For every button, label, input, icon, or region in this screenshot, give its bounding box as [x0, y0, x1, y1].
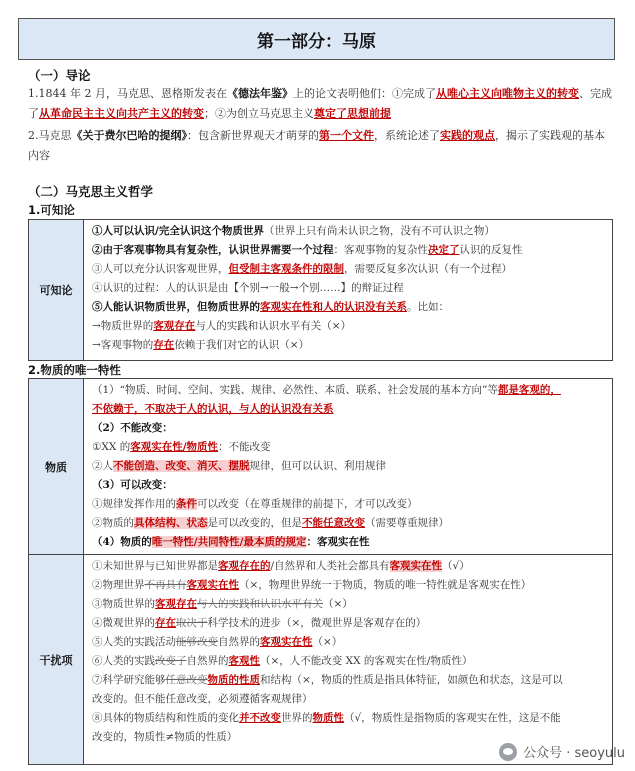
content-line [92, 400, 604, 419]
text-run: →物质世界的 [92, 320, 154, 332]
content-line [92, 298, 604, 317]
text-run: 从革命民主主义向共产主义的转变 [39, 107, 204, 120]
subheading-matter: 2.物质的唯一特性 [28, 363, 121, 377]
content-line [92, 690, 604, 709]
text-run: （×，物理世界统一于物质，物质的唯一特性就是客观实在性） [239, 579, 532, 591]
text-run: （×） [323, 598, 353, 610]
content-line [92, 595, 604, 614]
text-run: 与人的实践和认识水平有关 [197, 598, 323, 610]
text-run: （4）物质的 [92, 536, 152, 548]
watermark [499, 742, 625, 761]
content-line [92, 241, 604, 260]
text-run: 客观实在性和人的认识没有关系 [260, 301, 407, 313]
text-run: ⑤人类的实践活动 [92, 636, 176, 648]
text-run: ；②为创立马克思主义 [204, 107, 314, 120]
text-run: 自然界的 [186, 655, 229, 667]
text-run: 改变的。但不能任意改变，必须遵循客观规律） [92, 693, 313, 705]
text-run: ②物质的 [92, 517, 134, 529]
text-run: 客观实在性 [389, 560, 443, 572]
text-run: 《德法年鉴》 [226, 87, 293, 100]
watermark-text: 公众号 · seoyulu [523, 746, 625, 761]
content-line [92, 419, 604, 438]
text-run: 物质性 [312, 712, 344, 724]
text-run: 世界的 [281, 712, 313, 724]
text-run: ：不能改变 [218, 441, 271, 453]
content-line [92, 633, 604, 652]
matter-table [28, 378, 613, 765]
knowability-table [28, 219, 613, 361]
content-line [92, 652, 604, 671]
text-run: 第一个文件 [319, 129, 374, 142]
text-run: 取决于 [176, 617, 208, 629]
matter-content [84, 379, 613, 555]
text-run: （1）“物质、时间、空间、实践、规律、必然性、本质、联系、社会发展的基本方向”等 [92, 384, 498, 396]
matter-side-label: 物质 [29, 379, 84, 555]
distractor-side-label: 干扰项 [29, 555, 84, 765]
text-run: 和结构（×，物质的性质是指具体特征，如颜色和状态，这是可以 [260, 674, 563, 686]
text-run: 不再具有 [144, 579, 187, 591]
text-run: 2.马克思 [28, 129, 72, 142]
intro-paragraph-1 [28, 84, 613, 124]
text-run: 不依赖于，不取决于人的认识，与人的认识没有关系 [92, 403, 334, 415]
text-run: （√） [442, 560, 470, 572]
content-line [92, 336, 604, 355]
text-run: （3）可以改变： [92, 479, 173, 491]
content-line [92, 709, 604, 728]
text-run: 科学技术的进步（×，微观世界是客观存在的） [207, 617, 427, 629]
text-run: ⑧具体的物质结构和性质的变化 [92, 712, 239, 724]
text-run: 都是客观的， [497, 384, 561, 396]
text-run: 不能创造、改变、消灭、摆脱 [113, 460, 250, 472]
content-line [92, 671, 604, 690]
content-line [92, 614, 604, 633]
text-run: 是可以改变的，但是 [207, 517, 302, 529]
text-run: ④微观世界的 [92, 617, 155, 629]
content-line [92, 279, 604, 298]
text-run: 改变了 [155, 655, 187, 667]
text-run: 决定了 [428, 244, 460, 256]
text-run: 依赖于我们对它的认识（×） [174, 339, 310, 351]
text-run: ②由于客观事物具有复杂性，认识世界需要一个过程 [92, 244, 334, 256]
text-run: （世界上只有尚未认识之物，没有不可认识之物） [263, 225, 495, 237]
text-run: ④认识的过程：人的认识是由【个别→一般→个别……】的辩证过程 [92, 282, 404, 294]
text-run: 客观实在性/物质性 [130, 441, 219, 453]
text-run: 具体结构、状态 [134, 517, 208, 529]
content-line [92, 438, 604, 457]
text-run: 奠定了思想前提 [314, 107, 391, 120]
text-run: （×） [312, 636, 343, 648]
text-run: 上的论文表明他们：①完成了 [292, 87, 436, 100]
text-run: ⑦科学研究能够 [92, 674, 166, 686]
text-run: 、完成了 [28, 87, 612, 120]
text-run: /自然界和人类社会都具有 [270, 560, 390, 572]
content-line [92, 576, 604, 595]
text-run: 改变的，物质性≠物质的性质） [92, 731, 238, 743]
text-run: 客观存在 [153, 320, 196, 332]
text-run: 从唯心主义向唯物主义的转变 [435, 87, 579, 100]
text-run: （需要尊重规律） [365, 517, 449, 529]
text-run: ③物质世界的 [92, 598, 155, 610]
text-run: 存在 [153, 339, 175, 351]
text-run: ：包含新世界观天才萌芽的 [187, 129, 319, 142]
distractor-content [84, 555, 613, 765]
content-line [92, 457, 604, 476]
text-run: ⑥人类的实践 [92, 655, 155, 667]
text-run: ②人 [92, 460, 113, 472]
text-run: 可以改变（在尊重规律的前提下，才可以改变） [197, 498, 418, 510]
text-run: →客观事物的 [92, 339, 154, 351]
text-run: ③人可以充分认识客观世界， [92, 263, 229, 275]
content-line [92, 495, 604, 514]
text-run: 1.1844 年 2 月，马克思、恩格斯发表在 [28, 87, 227, 100]
text-run: 。比如： [407, 301, 449, 313]
knowability-side-label: 可知论 [29, 220, 84, 361]
text-run: ②物理世界 [92, 579, 145, 591]
text-run: ①XX 的 [92, 441, 131, 453]
section-heading-intro: （一）导论 [28, 68, 91, 83]
text-run: ，揭示了实践观的基本内容 [28, 129, 605, 162]
knowability-content [84, 220, 613, 361]
text-run: 规律，但可以认识、利用规律 [249, 460, 386, 472]
content-line [92, 533, 604, 552]
text-run: 实践的观点 [440, 129, 495, 142]
text-run: 客观实在性 [186, 579, 239, 591]
text-run: （√，物质性是指物质的客观实在性，这是不能 [344, 712, 561, 724]
text-run: ①规律发挥作用的 [92, 498, 176, 510]
text-run: 与人的实践和认识水平有关（×） [195, 320, 352, 332]
text-run: ：客观事物的复杂性 [333, 244, 428, 256]
text-run: 条件 [176, 498, 197, 510]
text-run: 《关于费尔巴哈的提纲》 [71, 129, 187, 142]
content-line [92, 557, 604, 576]
text-run: 自然界的 [218, 636, 260, 648]
text-run: 认识的反复性 [459, 244, 523, 256]
text-run: 不能任意改变 [302, 517, 365, 529]
text-run: 任意改变 [165, 674, 208, 686]
text-run: ，需要反复多次认识（有一个过程） [344, 263, 512, 275]
section-heading-philosophy: （二）马克思主义哲学 [28, 184, 154, 199]
content-line [92, 260, 604, 279]
intro-paragraph-2 [28, 126, 613, 166]
text-run: 但受制主客观条件的限制 [228, 263, 344, 275]
text-run: 客观存在 [155, 598, 197, 610]
page-title: 第一部分：马原 [18, 18, 615, 60]
text-run: ①人可以认识/完全认识这个物质世界 [92, 225, 264, 237]
text-run: ⑤人能认识物质世界，但物质世界的 [92, 301, 260, 313]
content-line [92, 514, 604, 533]
content-line [92, 222, 604, 241]
text-run: （2）不能改变： [92, 422, 173, 434]
text-run: 存在 [155, 617, 176, 629]
subheading-knowability: 1.可知论 [28, 203, 75, 217]
text-run: ，系统论述了 [374, 129, 440, 142]
text-run: 客观实在性 [260, 636, 313, 648]
text-run: 并不改变 [239, 712, 281, 724]
text-run: 物质的性质 [207, 674, 260, 686]
content-line [92, 317, 604, 336]
text-run: ：客观实在性 [306, 536, 370, 548]
text-run: 客观性 [228, 655, 260, 667]
text-run: ①未知世界与已知世界都是 [92, 560, 218, 572]
text-run: 客观存在的 [218, 560, 271, 572]
text-run: 唯一特性/共同特性/最本质的规定 [151, 536, 307, 548]
wechat-icon [499, 743, 517, 761]
text-run: 能够改变 [176, 636, 218, 648]
text-run: （×，人不能改变 XX 的客观实在性/物质性） [260, 655, 473, 667]
content-line [92, 381, 604, 400]
content-line [92, 476, 604, 495]
